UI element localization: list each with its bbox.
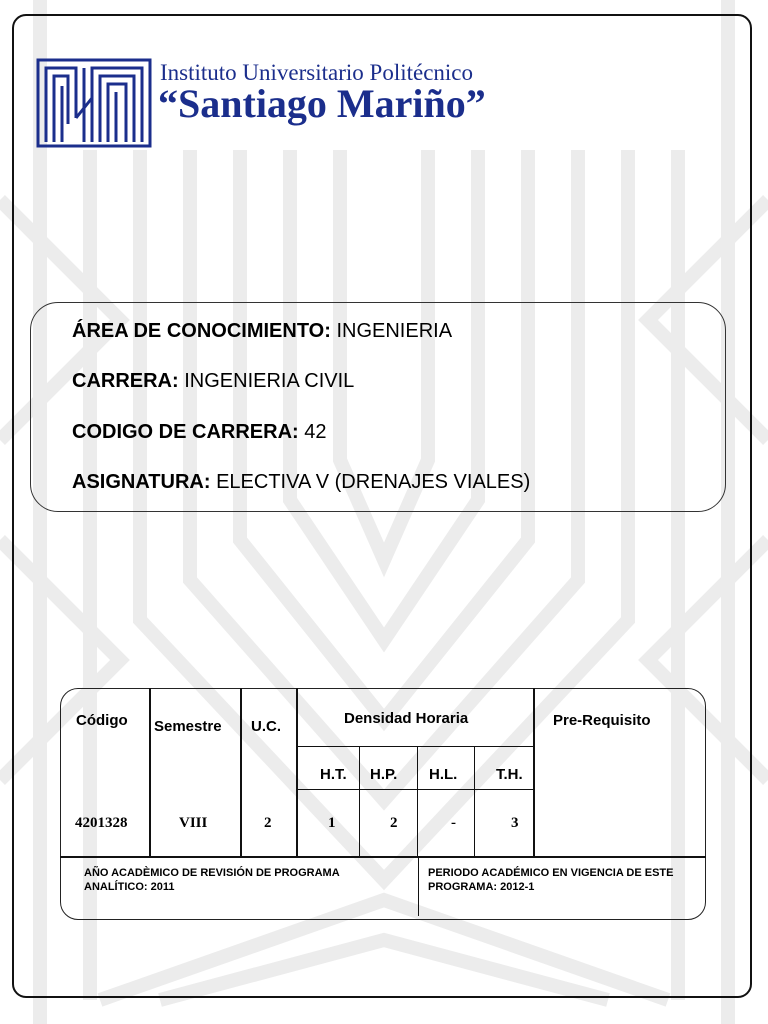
header-codigo: Código <box>76 712 128 729</box>
header-densidad: Densidad Horaria <box>344 710 469 727</box>
header-th: T.H. <box>496 766 523 783</box>
value-th: 3 <box>511 815 519 831</box>
table-divider <box>533 688 535 856</box>
vigencia-note: PERIODO ACADÉMICO EN VIGENCIA DE ESTE PROGRAMA: 2012-1 <box>428 867 674 893</box>
header-uc: U.C. <box>251 718 281 735</box>
asignatura-line <box>72 471 530 494</box>
codigo-carrera-value: 42 <box>304 421 327 443</box>
asignatura-value: ELECTIVA V (DRENAJES VIALES) <box>216 471 531 493</box>
institution-name: Instituto Universitario Politécnico <box>160 60 474 85</box>
value-ht: 1 <box>328 815 336 831</box>
asignatura-label: ASIGNATURA: <box>72 471 211 493</box>
codigo-carrera-label: CODIGO DE CARRERA: <box>72 421 299 443</box>
area-label: ÁREA DE CONOCIMIENTO: <box>72 320 331 342</box>
table-divider <box>474 746 475 856</box>
area-value: INGENIERIA <box>336 320 453 342</box>
institution-logo <box>36 58 152 148</box>
revision-note: AÑO ACADÈMICO DE REVISIÓN DE PROGRAMA ANALÍTICO: 2011 <box>84 867 340 893</box>
institution-title: “Santiago Mariño” <box>158 81 486 126</box>
table-divider <box>60 856 706 858</box>
header-ht: H.T. <box>320 766 347 783</box>
value-codigo: 4201328 <box>75 815 128 831</box>
value-hl: - <box>451 815 456 831</box>
table-divider <box>418 858 419 916</box>
table-divider <box>417 746 418 856</box>
table-divider <box>296 688 298 856</box>
header-semestre: Semestre <box>154 718 222 735</box>
value-hp: 2 <box>390 815 398 831</box>
area-line <box>72 320 452 343</box>
header-prerequisito: Pre-Requisito <box>553 712 651 729</box>
value-uc: 2 <box>264 815 272 831</box>
header-hl: H.L. <box>429 766 458 783</box>
carrera-value: INGENIERIA CIVIL <box>184 370 355 392</box>
value-semestre: VIII <box>179 815 208 831</box>
header-hp: H.P. <box>370 766 398 783</box>
table-divider <box>240 688 242 856</box>
table-divider <box>296 746 533 747</box>
table-divider <box>149 688 151 856</box>
table-divider <box>296 789 533 790</box>
codigo-carrera-line <box>72 421 326 444</box>
carrera-line <box>72 370 354 393</box>
table-divider <box>359 746 360 856</box>
carrera-label: CARRERA: <box>72 370 179 392</box>
